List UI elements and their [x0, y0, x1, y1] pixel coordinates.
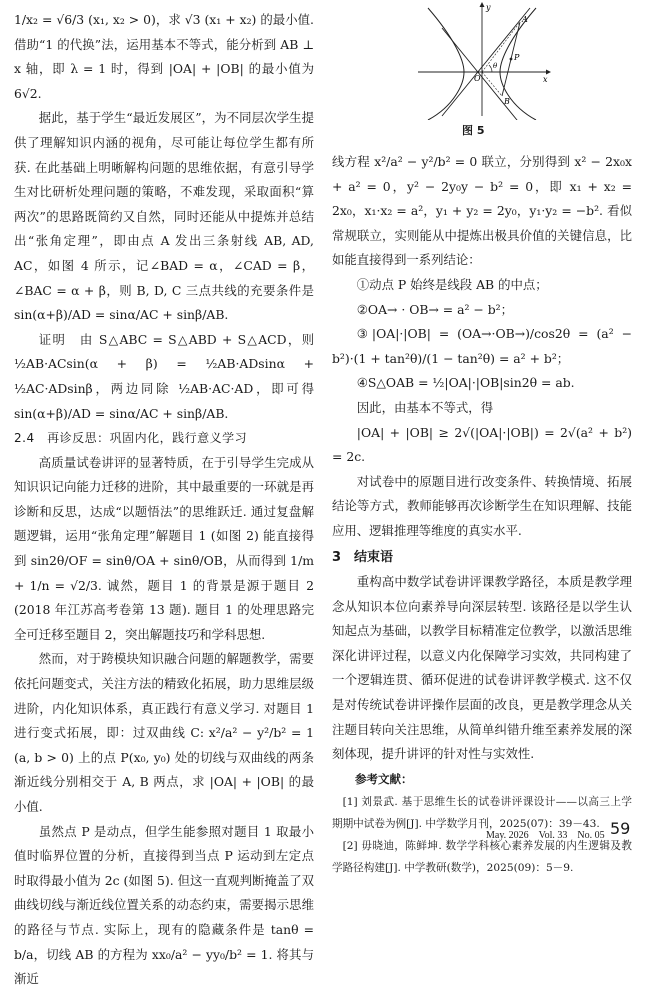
paragraph: 对试卷中的原题目进行改变条件、转换情境、拓展结论等方式，教师能够再次诊断学生在知识理解、技能应用、逻辑推理等维度的真实水平.: [332, 473, 632, 538]
label-a: A: [522, 15, 528, 24]
right-column: [332, 150, 632, 879]
conclusion-item: ①动点 P 始终是线段 AB 的中点；: [356, 276, 548, 292]
paragraph: 因此，由基本不等式，得: [356, 399, 494, 415]
segment-ob: [482, 72, 502, 96]
section-heading: 2.4 再诊反思：巩固内化，践行意义学习: [14, 431, 248, 446]
label-y: y: [486, 3, 491, 12]
figure-5-hyperbola-diagram: [412, 2, 552, 120]
section-heading: 3 结束语: [332, 549, 394, 565]
theta-arc: [489, 65, 492, 72]
paragraph: 1/x₂ = √6/3 (x₁, x₂ > 0)，求 √3 (x₁ + x₂) 的最小值. 借助“1 的代换”法，运用基本不等式，能分析到 AB ⊥ x 轴，即 λ = 1 时，得到 |OA| + |OB| 的最小值为 6√2.: [14, 12, 314, 101]
point-p: [510, 58, 513, 61]
paragraph: 然而，对于跨模块知识融合问题的解题教学，需要依托问题变式，关注方法的精致化拓展，助力思维层级进阶，内化知识体系，真正践行有意义学习. 对题目 1 进行变式拓展，即：过双曲线 C: x²/a² − y²/b² = 1 (a, b > 0) 上的点 P(x₀, y₀) 处的切线与双曲线的两条渐近线分别相交于 A, B 两点，求 |OA| + |OB| 的最小值.: [14, 651, 314, 814]
display-equation: |OA| + |OB| ≥ 2√(|OA|·|OB|) = 2√(a² + b²) = 2c.: [332, 424, 632, 465]
paragraph: 重构高中数学试卷讲评课教学路径，本质是教学理念从知识本位向素养导向深层转型. 该路径是以学生认知起点为基础，以教学目标精准定位教学，以激活思维深化讲评过程，以意义内化保障学习实效，共同构建了一个逻辑连贯、循环促进的试卷讲评教学模式. 这不仅是对传统试卷讲评操作层面的改良，更是教学理念从关注题目转向关注思维，从简单纠错升维至素养发展的深刻体现，提升讲评的针对性与实效性.: [332, 574, 632, 762]
reference-item: [2] 毋晓迪，陈鲜坤. 数学学科核心素养发展的内生逻辑及教学路径构建[J]. 中学教研(数学)，2025(09)：5－9.: [332, 840, 632, 875]
label-p: P: [514, 53, 520, 62]
proof-paragraph: 证明 由 S△ABC = S△ABD + S△ACD，则 ½AB·ACsin(α + β) = ½AB·ADsinα + ½AC·ADsinβ，两边同除 ½AB·AC·AD，即可得 sin(α+β)/AD = sinα/AC + sinβ/AB.: [14, 331, 314, 421]
label-x: x: [543, 75, 548, 84]
y-axis-arrow: [480, 2, 485, 7]
paragraph: 高质量试卷讲评的显著特质，在于引导学生完成从知识识记向能力迁移的进阶，其中最重要的一环就是再诊断和反思，达成“以题悟法”的思维跃迁. 通过复盘解题逻辑，运用“张角定理”解题目 1 (如图 2) 能直接得到 sin2θ/OF = sinθ/OA + sinθ/OB，从而得到 1/m + 1/n = √2/3. 诚然，题目 1 的背景是源于题目 2 (2018 年江苏高考卷第 13 题). 题目 1 的处理思路完全可迁移至题目 2，突出解题技巧和学科思想.: [14, 454, 314, 642]
references-heading: 参考文献：: [355, 771, 413, 786]
asymptote-positive: [442, 8, 530, 116]
conclusion-item: ②OA→ · OB→ = a² − b²；: [356, 301, 514, 317]
left-column: [14, 8, 314, 992]
label-o: O: [474, 74, 481, 83]
conclusion-item: ④S△OAB = ½|OA|·|OB|sin2θ = ab.: [356, 375, 575, 391]
hyperbola-left-branch: [428, 8, 464, 120]
reference-item: [1] 刘景武. 基于思维生长的试卷讲评课设计——以高三上学期期中试卷为例[J]. 中学数学月刊，2025(07)：39－43.: [332, 796, 632, 831]
figure-caption: 图 5: [462, 124, 485, 137]
x-axis-arrow: [546, 70, 551, 75]
paragraph: 虽然点 P 是动点，但学生能参照对题目 1 取最小值时临界位置的分析，直接得到当点 P 运动到左定点时取得最小值为 2c (如图 5). 但这一直观判断掩盖了双曲线切线与渐近线位置关系的动态约束，需要揭示思维的路径与节点. 实际上，现有的隐藏条件是 tanθ = b/a，切线 AB 的方程为 xx₀/a² − yy₀/b² = 1. 将其与渐近: [14, 823, 314, 987]
journal-issue-footer: May. 2026 Vol. 33 No. 05: [486, 830, 605, 841]
paragraph: 线方程 x²/a² − y²/b² = 0 联立，分别得到 x² − 2x₀x + a² = 0，y² − 2y₀y − b² = 0，即 x₁ + x₂ = 2x₀，x₁·x₂ = a²，y₁ + y₂ = 2y₀，y₁·y₂ = −b². 看似常规联立，实则能从中提炼出极具价值的关键信息，比如能直接得到一系列结论：: [332, 154, 632, 268]
page-number: 59: [610, 819, 631, 838]
conclusion-item: ③|OA|·|OB| = (OA→·OB→)/cos2θ = (a² − b²)·(1 + tan²θ)/(1 − tan²θ) = a² + b²；: [332, 326, 632, 366]
paragraph: 据此，基于学生“最近发展区”，为不同层次学生提供了理解知识内涵的视角，尽可能让每位学生都有所获. 在此基础上明晰解构问题的思维依据，有意引导学生对比研析处理问题的策略，不难发现，采取面积“算两次”的思路既简约又自然，同时还能从中提炼并总结出“张角定理”，即由点 A 发出三条射线 AB, AD, AC，如图 4 所示，记∠BAD = α，∠CAD = β，∠BAC = α + β，则 B, D, C 三点共线的充要条件是 sin(α+β)/AD = sinα/AC + sinβ/AB.: [14, 110, 314, 323]
label-theta: θ: [493, 62, 498, 70]
label-b: B: [504, 97, 510, 106]
